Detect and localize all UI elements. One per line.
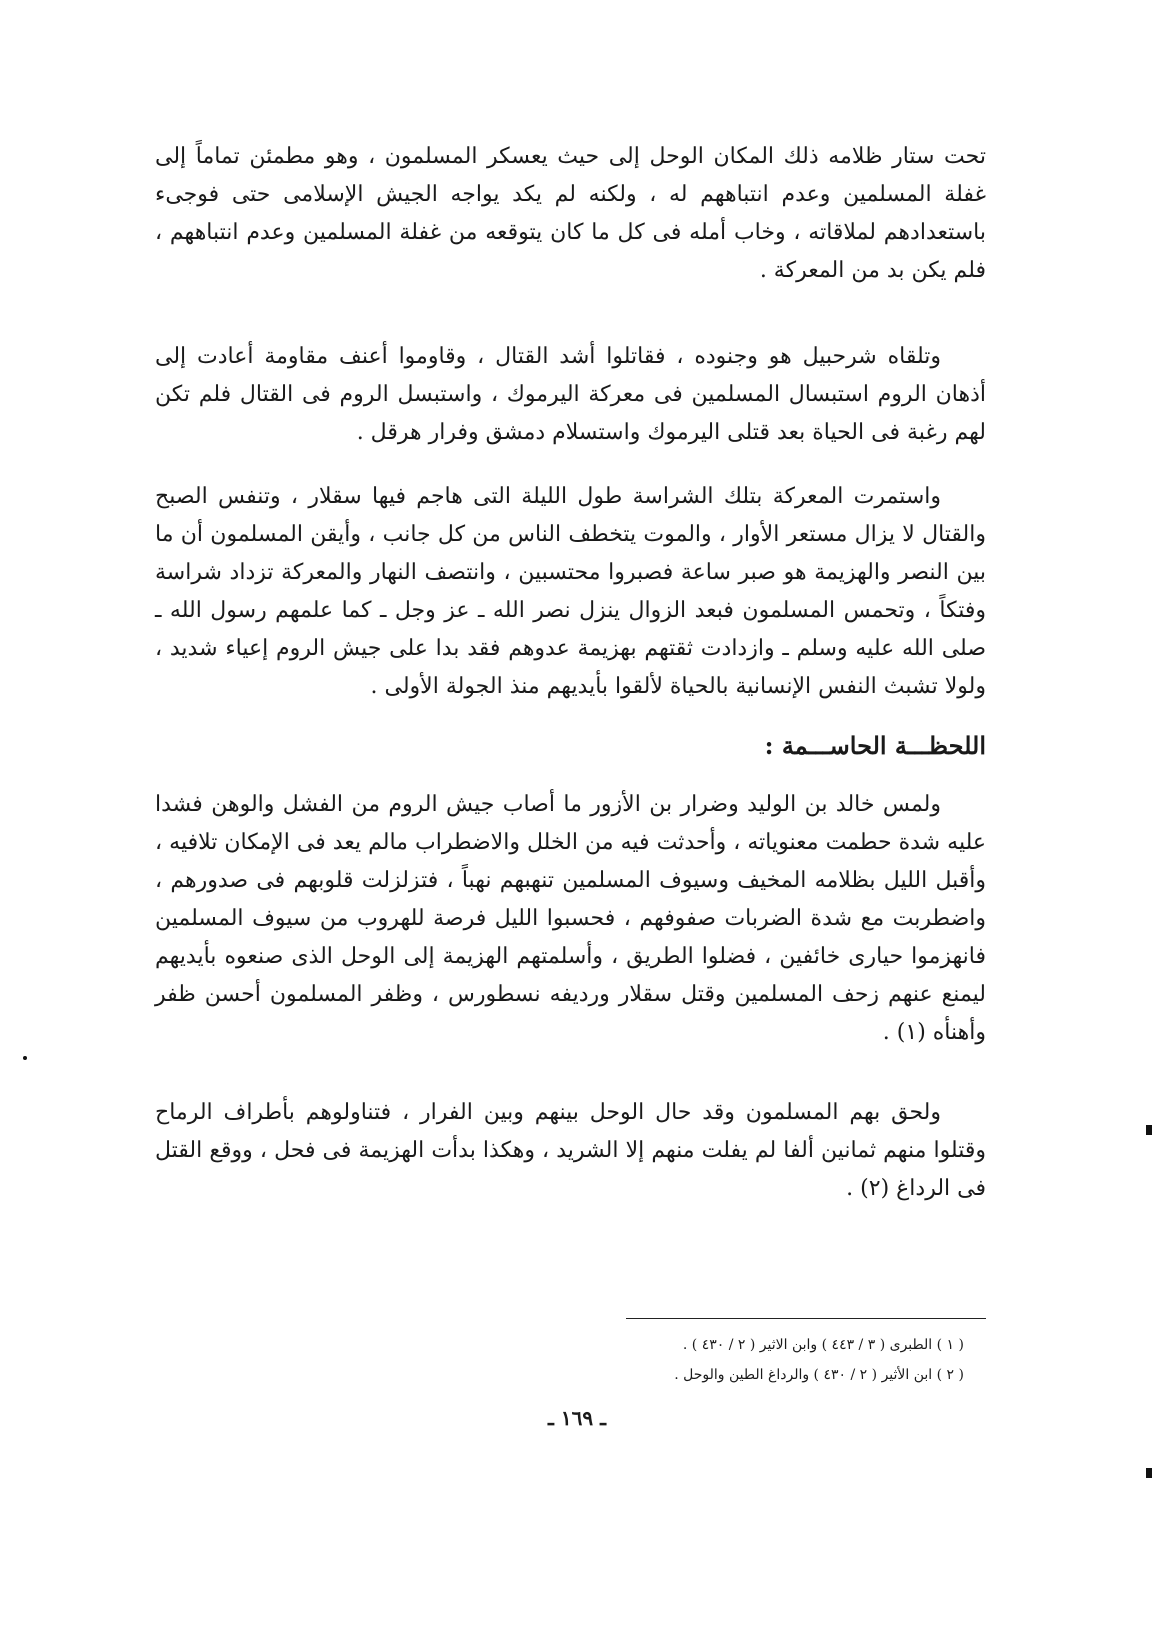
- body-paragraph-4: [155, 786, 986, 1052]
- body-paragraph-3: [155, 478, 986, 706]
- scan-speck: [23, 1056, 27, 1060]
- footnotes: [674, 1330, 964, 1390]
- paragraph-text: ولحق بهم المسلمون وقد حال الوحل بينهم وبين الفرار ، فتناولوهم بأطراف الرماح وقتلوا منهم ثمانين ألفا لم يفلت منهم إلا الشريد ، وهكذا بدأت الهزيمة فى فحل ، ووقع القتل فى الرداغ (٢) .: [155, 1100, 986, 1201]
- footnote-divider: [626, 1318, 986, 1319]
- scan-edge-mark: [1146, 1125, 1152, 1135]
- page-number: ـ ١٦٩ ـ: [548, 1406, 606, 1430]
- scan-edge-mark: [1146, 1468, 1152, 1478]
- section-heading: اللحظـــة الحاســـمة :: [764, 731, 986, 760]
- footnote-2: ( ٢ ) ابن الأثير ( ٢ / ٤٣٠ ) والرداغ الطين والوحل .: [674, 1367, 964, 1383]
- body-paragraph-5: [155, 1094, 986, 1208]
- body-paragraph-2: [155, 338, 986, 452]
- footnote-1: ( ١ ) الطبرى ( ٣ / ٤٤٣ ) وابن الاثير ( ٢ / ٤٣٠ ) .: [682, 1337, 964, 1353]
- paragraph-text: وتلقاه شرحبيل هو وجنوده ، فقاتلوا أشد القتال ، وقاوموا أعنف مقاومة أعادت إلى أذهان الروم استبسال المسلمين فى معركة اليرموك ، واستبسل الروم فى القتال فلم تكن لهم رغبة فى الحياة بعد قتلى اليرموك واستسلام دمشق وفرار هرقل .: [155, 344, 986, 445]
- body-paragraph-1: [155, 138, 986, 290]
- paragraph-text: تحت ستار ظلامه ذلك المكان الوحل إلى حيث يعسكر المسلمون ، وهو مطمئن تماماً إلى غفلة المسلمين وعدم انتباههم له ، ولكنه لم يكد يواجه الجيش الإسلامى حتى فوجىء باستعدادهم لملاقاته ، وخاب أمله فى كل ما كان يتوقعه من غفلة المسلمين وعدم انتباههم ، فلم يكن بد من المعركة .: [155, 144, 986, 283]
- paragraph-text: ولمس خالد بن الوليد وضرار بن الأزور ما أصاب جيش الروم من الفشل والوهن فشدا عليه شدة حطمت معنوياته ، وأحدثت فيه من الخلل والاضطراب مالم يعد فى الإمكان تلافيه ، وأقبل الليل بظلامه المخيف وسيوف المسلمين تنهبهم نهباً ، فتزلزلت قلوبهم فى صدورهم ، واضطربت مع شدة الضربات صفوفهم ، فحسبوا الليل فرصة للهروب من سيوف المسلمين فانهزموا حيارى خائفين ، فضلوا الطريق ، وأسلمتهم الهزيمة إلى الوحل الذى صنعوه بأيديهم ليمنع عنهم زحف المسلمين وقتل سقلار ورديفه نسطورس ، وظفر المسلمون أحسن ظفر وأهنأه (١) .: [155, 792, 986, 1045]
- paragraph-text: واستمرت المعركة بتلك الشراسة طول الليلة التى هاجم فيها سقلار ، وتنفس الصبح والقتال لا يزال مستعر الأوار ، والموت يتخطف الناس من كل جانب ، وأيقن المسلمون أن ما بين النصر والهزيمة هو صبر ساعة فصبروا محتسبين ، وانتصف النهار والمعركة تزداد شراسة وفتكاً ، وتحمس المسلمون فبعد الزوال ينزل نصر الله ـ عز وجل ـ كما علمهم رسول الله ـ صلى الله عليه وسلم ـ وازدادت ثقتهم بهزيمة عدوهم فقد بدا على جيش الروم إعياء شديد ، ولولا تشبث النفس الإنسانية بالحياة لألقوا بأيديهم منذ الجولة الأولى .: [155, 484, 986, 699]
